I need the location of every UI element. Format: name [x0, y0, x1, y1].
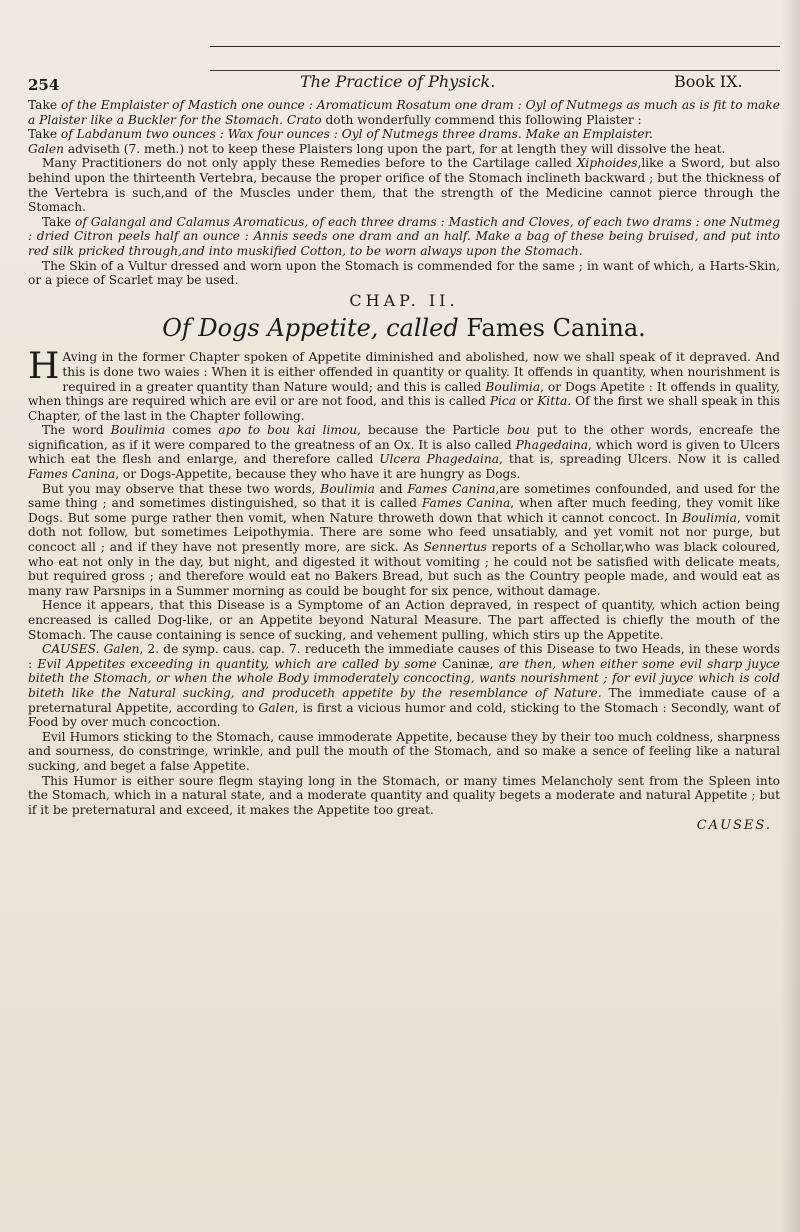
paragraph: Evil Humors sticking to the Stomach, cause immoderate Appetite, because they by their too much coldness, sharpness and sourness, do constringe, wrinkle, and pull the mouth of the Stomach, and so make a sence of feeling like a natural sucking, and beget a false Appetite.	[28, 729, 780, 773]
paragraph: Take of the Emplaister of Mastich one ounce : Aromaticum Rosatum one dram : Oyl of Nutmegs as much as is fit to make a Plaister like a Buckler for the Stomach. Crato doth wonderfully commend this following Plaister :	[28, 98, 780, 127]
paragraph: Hence it appears, that this Disease is a Symptome of an Action depraved, in respect of quantity, which action being encreased is called Dog-like, or an Appetite beyond Natural Measure. The part affected is chiefly the mouth of the Stomach. The cause containing is sence of sucking, and vehement pulling, which stirs up the Appetite.	[28, 598, 780, 642]
paragraph: This Humor is either soure flegm staying long in the Stomach, or many times Melancholy sent from the Spleen into the Stomach, which in a natural state, and a moderate quantity and quality begets a moderate and natural Appetite ; but if it be preternatural and exceed, it makes the Appetite too great.	[28, 773, 780, 817]
paragraph: Galen adviseth (7. meth.) not to keep these Plaisters long upon the part, for at length they will dissolve the heat.	[28, 141, 726, 156]
running-title: The Practice of Physick.	[300, 72, 496, 91]
paragraph: Take of Galangal and Calamus Aromaticus, of each three drams : Mastich and Cloves, of each two drams : one Nutmeg : dried Citron peels half an ounce : Annis seeds one dram and an half. Make a bag of these being bruised, and put into red silk pricked through,and into muskified Cotton, to be worn always upon the Stomach.	[28, 214, 780, 258]
header-rule-bottom	[210, 70, 780, 71]
paragraph: Take of Labdanum two ounces : Wax four ounces : Oyl of Nutmegs three drams. Make an Emplaister.	[28, 127, 653, 142]
chapter-title: Of Dogs Appetite, called Fames Canina.	[162, 314, 646, 343]
paragraph: The Skin of a Vultur dressed and worn upon the Stomach is commended for the same ; in want of which, a Harts-Skin, or a piece of Scarlet may be used.	[28, 258, 780, 288]
book-label: Book IX.	[674, 72, 743, 91]
paragraph: Many Practitioners do not only apply these Remedies before to the Cartilage called Xiphoides,like a Sword, but also behind upon the thirteenth Vertebra, because the proper orifice of the Stomach inclineth backward ; but the thickness of the Vertebra is such,and of the Muscles under them, that the strength of the Medicine cannot pierce through the Stomach.	[28, 156, 780, 215]
page-number: 254	[28, 76, 60, 94]
page-edge-shadow	[782, 0, 800, 1232]
chapter-number: CHAP. II.	[349, 290, 459, 310]
paragraph: The word Boulimia comes apo to bou kai limou, because the Particle bou put to the other words, encreafe the signification, as if it were compared to the greatness of an Ox. It is also called Phagedaina, which word is given to Ulcers which eat the flesh and enlarge, and therefore called Ulcera Phagedaina, that is, spreading Ulcers. Now it is called Fames Canina, or Dogs-Appetite, because they who have it are hungry as Dogs.	[28, 423, 781, 482]
paragraph: H Aving in the former Chapter spoken of Appetite diminished and abolished, now we shall speak of it depraved. And this is done two waies : When it is either offended in quantity or quality. It offends in quantity, when nourishment is required in a greater quantity than Nature would; and this is called Boulimia, or Dogs Apetite : It offends in quality, when things are required which are evil or are not food, and this is called Pica or Kitta. Of the first we shall speak in this Chapter, of the last in the Chapter following.	[28, 346, 781, 423]
catchword: CAUSES.	[696, 818, 772, 834]
drop-cap: H	[28, 346, 60, 388]
paragraph: CAUSES. Galen, 2. de symp. caus. cap. 7. reduceth the immediate causes of this Disease to two Heads, in these words : Evil Appetites exceeding in quantity, which are called by some Caninæ, are then, when either some evil sharp juyce biteth the Stomach, or when the whole Body immoderately concocting, wants nourishment ; for evil juyce which is cold biteth like the Natural sucking, and produceth appetite by the resemblance of Nature. The immediate cause of a preternatural Appetite, according to Galen, is first a vicious humor and cold, sticking to the Stomach : Secondly, want of Food by over much concoction.	[28, 642, 781, 730]
paragraph: But you may observe that these two words, Boulimia and Fames Canina,are sometimes confounded, and used for the same thing ; and sometimes distinguished, so that it is called Fames Canina, when after much feeding, they vomit like Dogs. But some purge rather then vomit, when Nature throweth down that which it cannot concoct. In Boulimia, vomit doth not follow, but sometimes Leipothymia. There are some who feed unsatiably, and yet vomit not nor purge, but concoct all ; and if they have not presently more, are sick. As Sennertus reports of a Schollar,who was black coloured, who eat not only in the day, but night, and digested it without vomiting ; he could not be satisfied with delicate meats, but required gross ; and therefore would eat no Bakers Bread, but such as the Country people made, and would eat as many raw Parsnips in a Summer morning as could be bought for six pence, without damage.	[28, 481, 781, 598]
body-text	[28, 98, 780, 834]
header-rule-top	[210, 46, 780, 47]
